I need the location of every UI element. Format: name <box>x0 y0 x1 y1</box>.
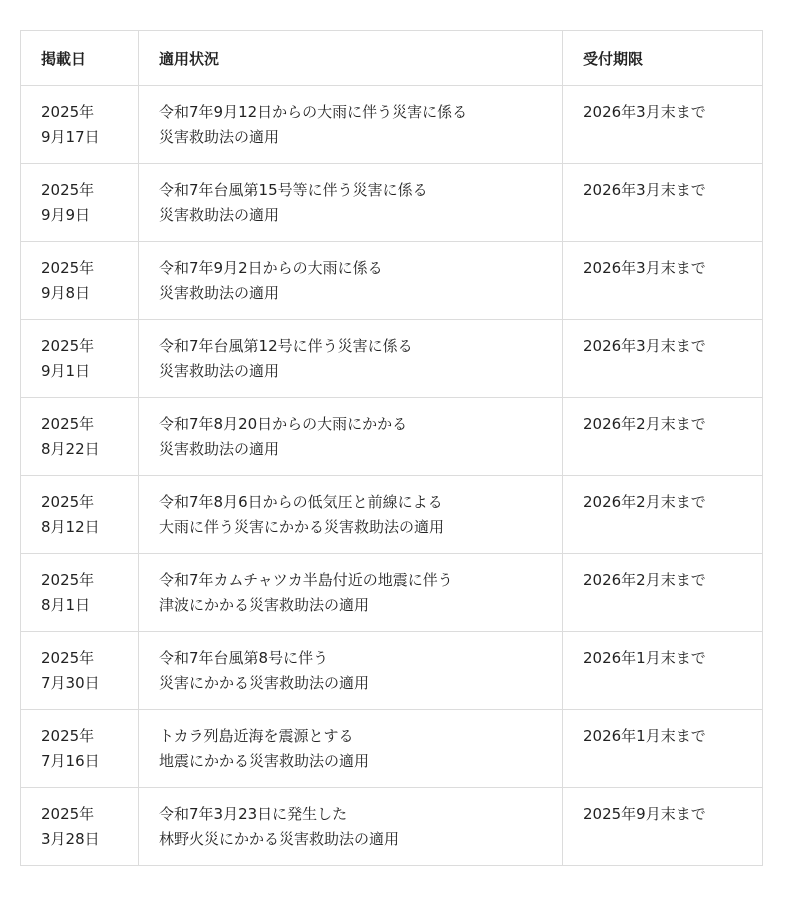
status-cell <box>139 710 563 788</box>
deadline-cell <box>563 320 763 398</box>
status-cell <box>139 788 563 866</box>
posted-date-cell <box>21 632 139 710</box>
deadline-text: 2026年2月末まで <box>583 415 706 433</box>
deadline-cell <box>563 398 763 476</box>
posted-date-cell <box>21 554 139 632</box>
posted-month-day: 8月12日 <box>41 518 100 536</box>
deadline-cell <box>563 632 763 710</box>
deadline-text: 2026年3月末まで <box>583 259 706 277</box>
deadline-text: 2026年3月末まで <box>583 181 706 199</box>
table-row <box>21 320 763 398</box>
posted-date-cell <box>21 476 139 554</box>
status-line-1: 令和7年カムチャツカ半島付近の地震に伴う <box>159 571 453 589</box>
status-cell <box>139 164 563 242</box>
disaster-relief-table-container <box>20 30 762 866</box>
status-cell <box>139 86 563 164</box>
status-line-2: 災害救助法の適用 <box>159 284 280 302</box>
deadline-cell <box>563 86 763 164</box>
status-line-1: 令和7年台風第8号に伴う <box>159 649 329 667</box>
deadline-cell <box>563 788 763 866</box>
posted-date-cell <box>21 86 139 164</box>
posted-year: 2025年 <box>41 649 95 667</box>
posted-year: 2025年 <box>41 415 95 433</box>
posted-date-cell <box>21 710 139 788</box>
posted-month-day: 7月30日 <box>41 674 100 692</box>
table-row <box>21 476 763 554</box>
status-line-2: 津波にかかる災害救助法の適用 <box>159 596 370 614</box>
status-line-2: 災害にかかる災害救助法の適用 <box>159 674 370 692</box>
status-line-2: 災害救助法の適用 <box>159 440 280 458</box>
status-line-2: 災害救助法の適用 <box>159 362 280 380</box>
posted-date-cell <box>21 242 139 320</box>
status-line-2: 林野火災にかかる災害救助法の適用 <box>159 830 400 848</box>
disaster-relief-table <box>20 30 763 866</box>
status-cell <box>139 476 563 554</box>
deadline-text: 2026年3月末まで <box>583 103 706 121</box>
posted-year: 2025年 <box>41 181 95 199</box>
header-row <box>21 31 763 86</box>
table-row <box>21 164 763 242</box>
posted-year: 2025年 <box>41 805 95 823</box>
status-line-1: 令和7年台風第15号等に伴う災害に係る <box>159 181 428 199</box>
posted-year: 2025年 <box>41 493 95 511</box>
table-header <box>21 31 763 86</box>
posted-date-cell <box>21 398 139 476</box>
deadline-text: 2026年1月末まで <box>583 649 706 667</box>
table-body <box>21 86 763 866</box>
deadline-cell <box>563 242 763 320</box>
status-cell <box>139 242 563 320</box>
posted-year: 2025年 <box>41 337 95 355</box>
posted-year: 2025年 <box>41 259 95 277</box>
status-line-1: 令和7年台風第12号に伴う災害に係る <box>159 337 413 355</box>
deadline-text: 2026年2月末まで <box>583 571 706 589</box>
status-line-2: 災害救助法の適用 <box>159 128 280 146</box>
status-line-1: 令和7年8月20日からの大雨にかかる <box>159 415 408 433</box>
posted-month-day: 7月16日 <box>41 752 100 770</box>
deadline-cell <box>563 710 763 788</box>
deadline-text: 2026年3月末まで <box>583 337 706 355</box>
header-deadline: 受付期限 <box>563 31 763 86</box>
status-line-1: トカラ列島近海を震源とする <box>159 727 354 745</box>
deadline-cell <box>563 476 763 554</box>
header-posted-date: 掲載日 <box>21 31 139 86</box>
posted-month-day: 3月28日 <box>41 830 100 848</box>
posted-year: 2025年 <box>41 103 95 121</box>
table-row <box>21 86 763 164</box>
status-line-1: 令和7年8月6日からの低気圧と前線による <box>159 493 443 511</box>
header-application-status: 適用状況 <box>139 31 563 86</box>
table-row <box>21 788 763 866</box>
status-cell <box>139 320 563 398</box>
status-line-2: 地震にかかる災害救助法の適用 <box>159 752 370 770</box>
table-row <box>21 242 763 320</box>
status-line-2: 大雨に伴う災害にかかる災害救助法の適用 <box>159 518 445 536</box>
posted-month-day: 9月17日 <box>41 128 100 146</box>
posted-year: 2025年 <box>41 571 95 589</box>
table-row <box>21 554 763 632</box>
status-line-1: 令和7年3月23日に発生した <box>159 805 348 823</box>
status-line-1: 令和7年9月12日からの大雨に伴う災害に係る <box>159 103 468 121</box>
table-row <box>21 632 763 710</box>
status-line-1: 令和7年9月2日からの大雨に係る <box>159 259 383 277</box>
deadline-text: 2025年9月末まで <box>583 805 706 823</box>
status-line-2: 災害救助法の適用 <box>159 206 280 224</box>
table-row <box>21 710 763 788</box>
posted-month-day: 8月1日 <box>41 596 91 614</box>
posted-month-day: 9月1日 <box>41 362 91 380</box>
status-cell <box>139 632 563 710</box>
status-cell <box>139 554 563 632</box>
status-cell <box>139 398 563 476</box>
posted-date-cell <box>21 164 139 242</box>
deadline-text: 2026年2月末まで <box>583 493 706 511</box>
posted-month-day: 9月9日 <box>41 206 91 224</box>
table-row <box>21 398 763 476</box>
posted-date-cell <box>21 788 139 866</box>
posted-date-cell <box>21 320 139 398</box>
deadline-cell <box>563 164 763 242</box>
posted-month-day: 9月8日 <box>41 284 91 302</box>
deadline-text: 2026年1月末まで <box>583 727 706 745</box>
posted-year: 2025年 <box>41 727 95 745</box>
deadline-cell <box>563 554 763 632</box>
posted-month-day: 8月22日 <box>41 440 100 458</box>
